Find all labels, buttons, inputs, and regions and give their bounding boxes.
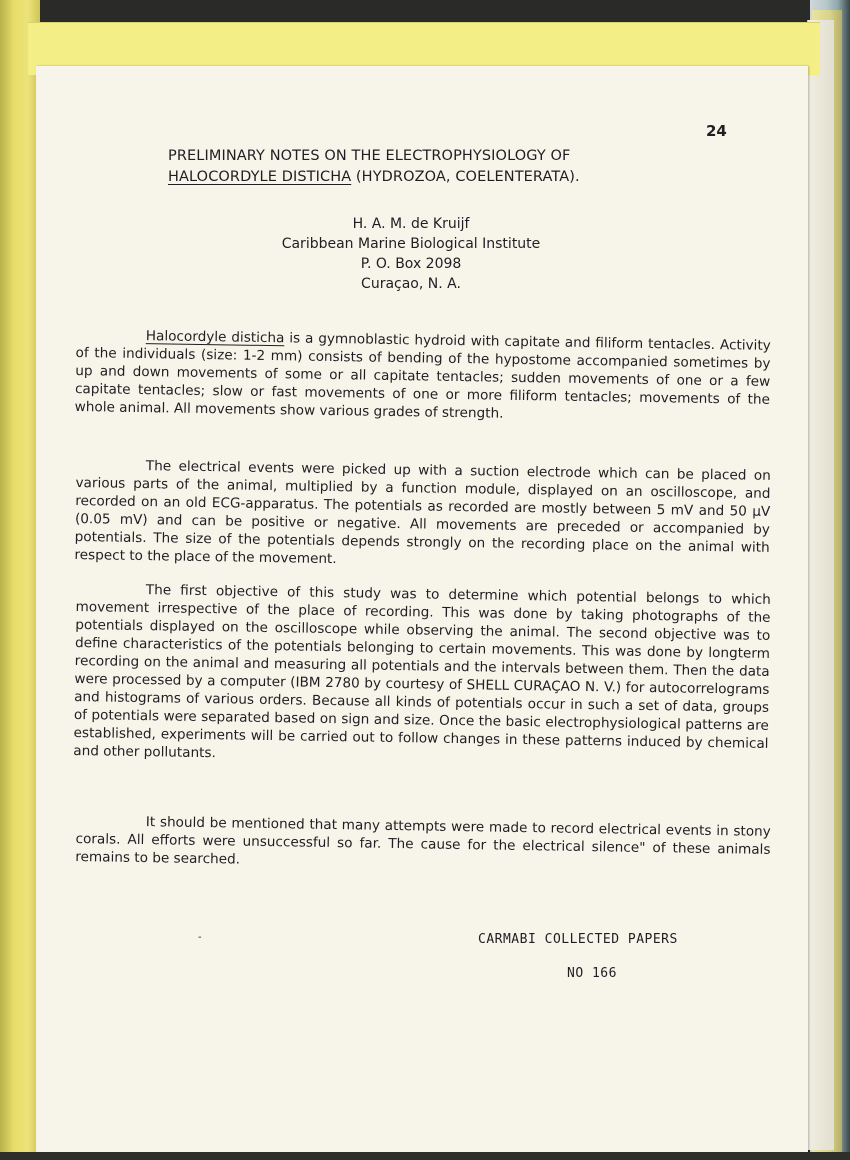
paragraph-1-text: is a gymnoblastic hydroid with capitate and filiform tentacles. Activity of the individuals (size: 1-2 mm) consists of bending of the hypostome accompanied sometimes by up and down movements of some or all capitate tentacles; sudden movements of one or a few capitate tentacles; slow or fast movements of one or more filiform tentacles; movements of the whole animal. All movements show various grades of strength.: [74, 330, 771, 422]
paragraph-4-text: It should be mentioned that many attempts were made to record electrical events in stony corals. All efforts were unsuccessful so far. The cause for the electrical silence" of these animals remains to be searched.: [75, 814, 771, 868]
paragraph-4: [75, 812, 771, 877]
paragraph-3: [73, 580, 771, 771]
stray-mark: -: [198, 932, 202, 943]
title-species-name: HALOCORDYLE DISTICHA: [168, 169, 352, 185]
paragraph-1-species: Halocordyle disticha: [145, 328, 285, 347]
bottom-shadow: [0, 1152, 850, 1160]
author-name: H. A. M. de Kruijf: [352, 216, 470, 232]
document-title: [168, 146, 580, 188]
paragraph-2-text: The electrical events were picked up with a suction electrode which can be placed on various parts of the animal, multiplied by a function module, displayed on an oscilloscope, and recorded on an old ECG-apparatus. The potentials as recorded are mostly between 5 mV and 50 µV (0.05 mV) and can be positive or negative. All movements are preceded or accompanied by potentials. The size of the potentials depends strongly on the recording place on the animal with respect to the place of the movement.: [74, 458, 771, 568]
binding-strip: [0, 0, 40, 1160]
document-page: [36, 66, 808, 1154]
title-classification: (HYDROZOA, COELENTERATA).: [351, 169, 580, 185]
footer-series: CARMABI COLLECTED PAPERS: [478, 932, 678, 947]
author-address-line-1: P. O. Box 2098: [360, 256, 462, 272]
page-number: 24: [706, 122, 727, 140]
paragraph-3-text: The first objective of this study was to determine which potential belongs to which movement irrespective of the place of recording. This was done by taking photographs of the potentials displayed on the oscilloscope while observing the animal. The second objective was to define characteristics of the potentials belonging to certain movements. This was done by longterm recording on the animal and measuring all potentials and the intervals between them. Then the data were processed by a computer (IBM 2780 by courtesy of SHELL CURAÇAO N. V.) for autocorrelograms and histograms of various orders. Because all kinds of potentials occur in such a set of data, groups of potentials were separated based on sign and size. Once the basic electrophysiological patterns are established, experiments will be carried out to follow changes in these patterns induced by chemical and other pollutants.: [73, 582, 771, 762]
author-address-line-2: Curaçao, N. A.: [361, 276, 461, 292]
author-block: [256, 214, 566, 294]
title-line-1: PRELIMINARY NOTES ON THE ELECTROPHYSIOLOGY OF: [168, 148, 571, 164]
footer-number: NO 166: [567, 966, 617, 981]
paragraph-1: [75, 326, 771, 427]
author-affiliation: Caribbean Marine Biological Institute: [281, 236, 541, 252]
page-stack-edge-cream: [807, 20, 834, 1150]
paragraph-2: [74, 456, 771, 575]
title-line-2: [168, 167, 580, 188]
